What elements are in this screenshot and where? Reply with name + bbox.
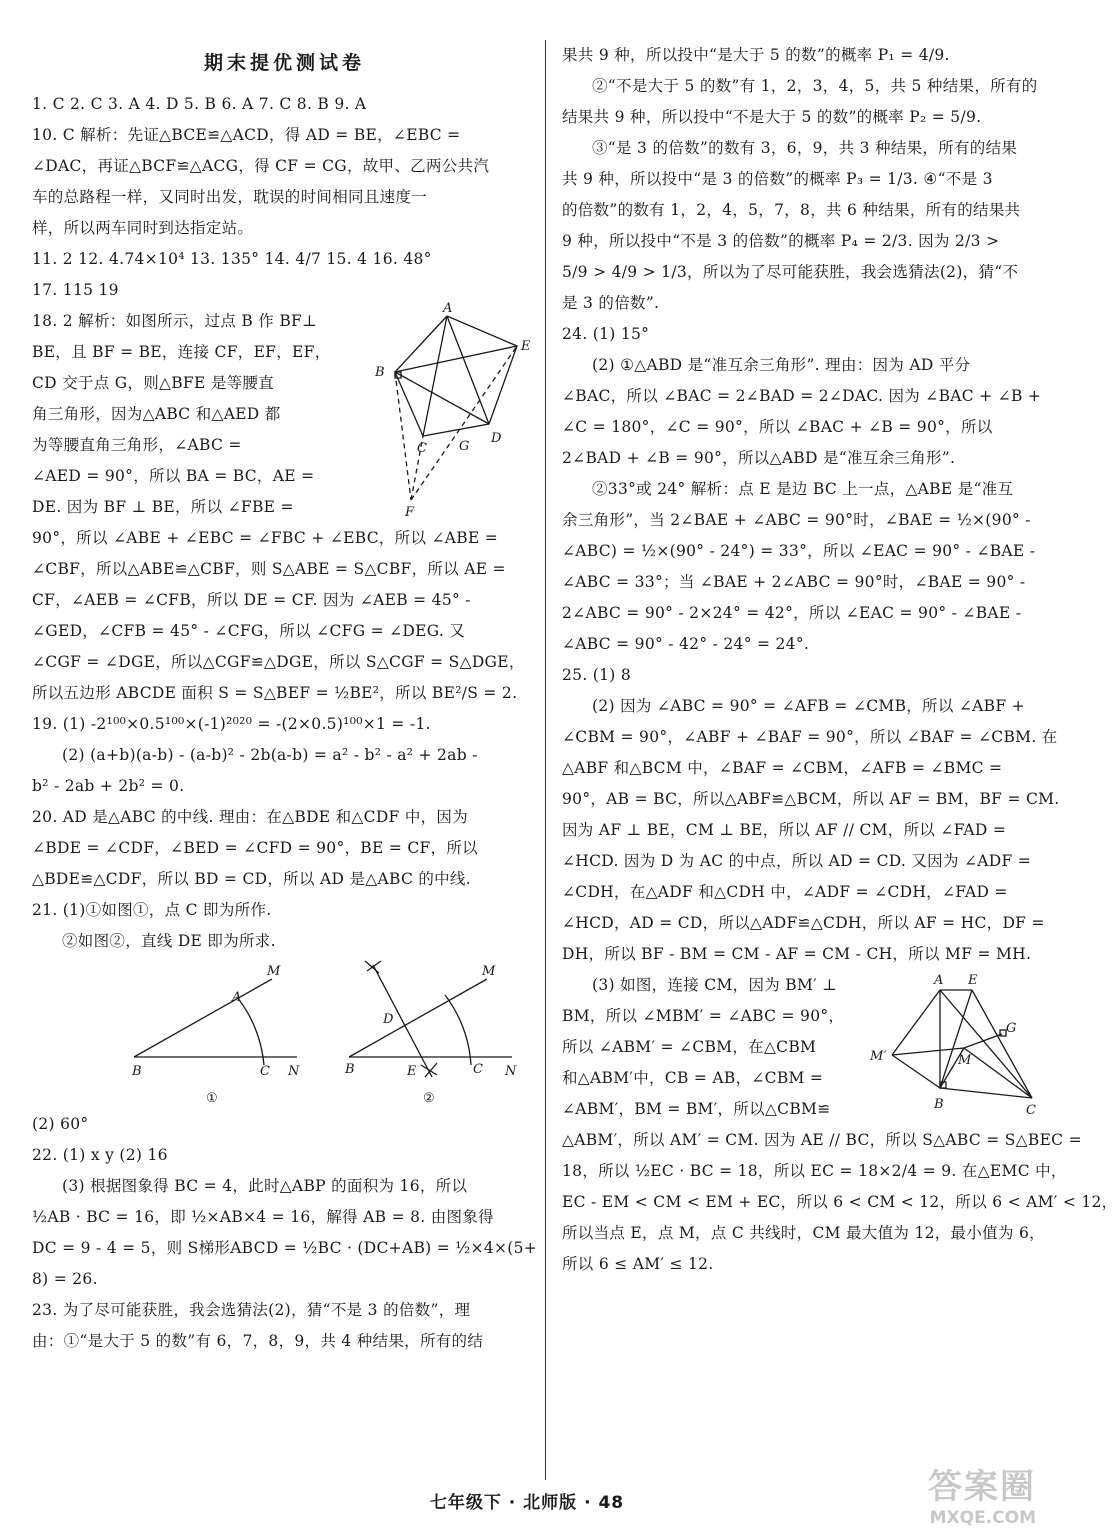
label-C: C <box>417 441 428 456</box>
answer-line: △ABM′，所以 AM′ = CM. 因为 AE // BC，所以 S△ABC = S△BEC = <box>562 1131 1082 1149</box>
answer-line: 余三角形”，当 2∠BAE + ∠ABC = 90°时，∠BAE = ½×(90° - <box>562 511 1031 529</box>
answer-line: 90°，所以 ∠ABE + ∠EBC = ∠FBC + ∠EBC，所以 ∠ABE = <box>32 529 499 547</box>
answer-line: 17. 115 19 <box>32 281 119 299</box>
answer-line: ½AB · BC = 16，即 ½×AB×4 = 16，解得 AB = 8. 由图象得 <box>32 1208 494 1226</box>
label-M: M <box>958 1053 972 1068</box>
figure-1-caption: ① <box>206 1091 218 1106</box>
label-D: D <box>491 431 502 446</box>
answer-line: 24. (1) 15° <box>562 325 650 343</box>
label-E: E <box>407 1064 417 1079</box>
answer-line: 1. C 2. C 3. A 4. D 5. B 6. A 7. C 8. B 9. A <box>32 95 367 113</box>
answer-line: 所以五边形 ABCDE 面积 S = S△BEF = ½BE²，所以 BE²/S = 2. <box>32 684 518 702</box>
figure-2 <box>337 957 537 1107</box>
answer-line: ∠CDH，在△ADF 和△CDH 中，∠ADF = ∠CDH，∠FAD = <box>562 883 1008 901</box>
label-C: C <box>1026 1103 1037 1118</box>
answer-line: ∠DAC，再证△BCF≌△ACG，得 CF = CG，故甲、乙两公共汽 <box>32 157 490 175</box>
answer-line: 2∠ABC = 90° - 2×24° = 42°，所以 ∠EAC = 90° - ∠BAE - <box>562 604 1022 622</box>
answer-line: △ABF 和△BCM 中，∠BAF = ∠CBM，∠AFB = ∠BMC = <box>562 759 1003 777</box>
watermark <box>928 1459 1036 1528</box>
answer-line: 9 种，所以投中“不是 3 的倍数”的概率 P₄ = 2/3. 因为 2/3 > <box>562 232 1000 250</box>
answer-line: ∠BDE = ∠CDF，∠BED = ∠CFD = 90°，BE = CF，所以 <box>32 839 478 857</box>
answer-line: 和△ABM′中，CB = AB，∠CBM = <box>562 1069 824 1087</box>
right-column <box>562 40 1117 1280</box>
label-M: M <box>267 964 281 979</box>
left-column <box>32 40 537 1357</box>
label-D: D <box>383 1012 394 1027</box>
answer-line: 23. 为了尽可能获胜，我会选猜法(2)，猜“不是 3 的倍数”，理 <box>32 1301 471 1319</box>
label-M-prime: M′ <box>870 1049 887 1064</box>
answer-line: 22. (1) x y (2) 16 <box>32 1146 168 1164</box>
label-A: A <box>232 990 242 1005</box>
answer-line: ∠CGF = ∠DGE，所以△CGF≌△DGE，所以 S△CGF = S△DGE， <box>32 653 525 671</box>
watermark-url: MXQE.COM <box>929 1508 1036 1528</box>
label-B: B <box>934 1097 944 1112</box>
answer-line: 因为 AF ⊥ BE，CM ⊥ BE，所以 AF // CM，所以 ∠FAD = <box>562 821 1007 839</box>
answer-line: 角三角形，因为△ABC 和△AED 都 <box>32 405 281 423</box>
label-E: E <box>968 973 978 988</box>
answer-line: ②“不是大于 5 的数”有 1，2，3，4，5，共 5 种结果，所有的 <box>592 77 1038 95</box>
answer-line: 18，所以 ½EC · BC = 18，所以 EC = 18×2/4 = 9. 在△EMC 中， <box>562 1162 1067 1180</box>
answer-line: ∠ABC = 90° - 42° - 24° = 24°. <box>562 635 810 653</box>
label-B: B <box>132 1064 142 1079</box>
figure-1 <box>122 957 322 1107</box>
label-B: B <box>345 1062 355 1077</box>
label-A: A <box>934 973 944 988</box>
page-title: 期末提优测试卷 <box>203 52 365 74</box>
label-C: C <box>260 1064 271 1079</box>
answer-line: 10. C 解析：先证△BCE≌△ACD，得 AD = BE，∠EBC = <box>32 126 461 144</box>
label-A: A <box>443 301 453 316</box>
answer-line: 2∠BAD + ∠B = 90°，所以△ABD 是“准互余三角形”. <box>562 449 956 467</box>
answer-line: (2) 因为 ∠ABC = 90° = ∠AFB = ∠CMB，所以 ∠ABF + <box>592 697 1025 715</box>
answer-line: EC - EM < CM < EM + EC，所以 6 < CM < 12，所以 6 < AM′ < 12， <box>562 1193 1117 1211</box>
answer-line: ②如图②，直线 DE 即为所求. <box>62 932 276 950</box>
answer-line: ∠ABC = 33°；当 ∠BAE + 2∠ABC = 90°时，∠BAE = 90° - <box>562 573 1026 591</box>
answer-line: (3) 根据图象得 BC = 4，此时△ABP 的面积为 16，所以 <box>62 1177 468 1195</box>
answer-line: (2) ①△ABD 是“准互余三角形”. 理由：因为 AD 平分 <box>592 356 971 374</box>
answer-line: 由：①“是大于 5 的数”有 6，7，8，9，共 4 种结果，所有的结 <box>32 1332 484 1350</box>
answer-line: CF，∠AEB = ∠CFB，所以 DE = CF. 因为 ∠AEB = 45° - <box>32 591 471 609</box>
answer-line: 为等腰直角三角形，∠ABC = <box>32 436 242 454</box>
answer-line: △BDE≌△CDF，所以 BD = CD，所以 AD 是△ABC 的中线. <box>32 870 471 888</box>
answer-line: 所以当点 E，点 M，点 C 共线时，CM 最大值为 12，最小值为 6， <box>562 1224 1045 1242</box>
label-G: G <box>459 439 470 454</box>
answer-line: 结果共 9 种，所以投中“不是大于 5 的数”的概率 P₂ = 5/9. <box>562 108 982 126</box>
answer-line: CD 交于点 G，则△BFE 是等腰直 <box>32 374 275 392</box>
answer-line: 车的总路程一样，又同时出发，耽误的时间相同且速度一 <box>32 188 428 206</box>
answer-line: ②33°或 24° 解析：点 E 是边 BC 上一点，△ABE 是“准互 <box>592 480 1014 498</box>
answer-line: 11. 2 12. 4.74×10⁴ 13. 135° 14. 4/7 15. 4 16. 48° <box>32 250 432 268</box>
answer-line: 19. (1) -2¹⁰⁰×0.5¹⁰⁰×(-1)²⁰²⁰ = -(2×0.5)¹⁰⁰×1 = -1. <box>32 715 431 733</box>
answer-line: BE，且 BF = BE，连接 CF，EF，EF， <box>32 343 331 361</box>
label-M: M <box>482 964 496 979</box>
answer-line: 果共 9 种，所以投中“是大于 5 的数”的概率 P₁ = 4/9. <box>562 46 950 64</box>
q21-figures <box>32 957 537 1109</box>
pentagon-figure <box>367 301 537 520</box>
answer-line: DC = 9 - 4 = 5，则 S梯形ABCD = ½BC · (DC+AB) = ½×4×(5+ <box>32 1239 538 1257</box>
answer-line: ∠BAC，所以 ∠BAC = 2∠BAD = 2∠DAC. 因为 ∠BAC + ∠B + <box>562 387 1042 405</box>
answer-line: 5/9 > 4/9 > 1/3，所以为了尽可能获胜，我会选猜法(2)，猜“不 <box>562 263 1019 281</box>
label-C: C <box>473 1062 484 1077</box>
column-divider <box>545 40 546 1480</box>
answer-line: 20. AD 是△ABC 的中线. 理由：在△BDE 和△CDF 中，因为 <box>32 808 469 826</box>
answer-line: ∠AED = 90°，所以 BA = BC，AE = <box>32 467 315 485</box>
q18-block <box>32 301 537 523</box>
answer-line: BM，所以 ∠MBM′ = ∠ABC = 90°， <box>562 1007 845 1025</box>
answer-line: 是 3 的倍数”. <box>562 294 660 312</box>
answer-line: (3) 如图，连接 CM，因为 BM′ ⊥ <box>592 976 838 994</box>
figure-2-caption: ② <box>423 1091 435 1106</box>
label-N: N <box>505 1064 517 1079</box>
answer-line: ∠HCD. 因为 D 为 AC 的中点，所以 AD = CD. 又因为 ∠ADF = <box>562 852 1032 870</box>
answer-line: ∠ABM′，BM = BM′，所以△CBM≌ <box>562 1100 831 1118</box>
answer-line: (2) 60° <box>32 1115 89 1133</box>
q25-block <box>562 970 1037 1125</box>
answer-line: 样，所以两车同时到达指定站。 <box>32 219 254 237</box>
answer-line: ∠HCD，AD = CD，所以△ADF≌△CDH，所以 AF = HC，DF = <box>562 914 1045 932</box>
answer-line: DH，所以 BF - BM = CM - AF = CM - CH，所以 MF = MH. <box>562 945 1032 963</box>
answer-line: 所以 6 ≤ AM′ ≤ 12. <box>562 1255 714 1273</box>
answer-line: 25. (1) 8 <box>562 666 632 684</box>
label-E: E <box>521 339 531 354</box>
answer-line: 90°，AB = BC，所以△ABF≌△BCM，所以 AF = BM，BF = CM. <box>562 790 1060 808</box>
answer-line: ③“是 3 的倍数”的数有 3，6，9，共 3 种结果，所有的结果 <box>592 139 1018 157</box>
answer-line: (2) (a+b)(a-b) - (a-b)² - 2b(a-b) = a² - b² - a² + 2ab - <box>62 746 478 764</box>
answer-line: 共 9 种，所以投中“是 3 的倍数”的概率 P₃ = 1/3. ④“不是 3 <box>562 170 993 188</box>
label-G: G <box>1006 1021 1017 1036</box>
answer-line: ∠CBF，所以△ABE≌△CBF，则 S△ABE = S△CBF，所以 AE = <box>32 560 506 578</box>
answer-line: 21. (1)①如图①，点 C 即为所作. <box>32 901 272 919</box>
q25-figure <box>862 970 1037 1120</box>
answer-line: b² - 2ab + 2b² = 0. <box>32 777 185 795</box>
answer-line: ∠GED，∠CFB = 45° - ∠CFG，所以 ∠CFG = ∠DEG. 又 <box>32 622 466 640</box>
answer-line: ∠ABC) = ½×(90° - 24°) = 33°，所以 ∠EAC = 90° - ∠BAE - <box>562 542 1036 560</box>
answer-line: DE. 因为 BF ⊥ BE，所以 ∠FBE = <box>32 498 294 516</box>
answer-line: 的倍数”的数有 1，2，4，5，7，8，共 6 种结果，所有的结果共 <box>562 201 1021 219</box>
answer-line: ∠C = 180°，∠C = 90°，所以 ∠BAC + ∠B = 90°，所以 <box>562 418 993 436</box>
label-F: F <box>405 505 415 520</box>
answer-line: 8) = 26. <box>32 1270 98 1288</box>
answer-line: ∠CBM = 90°，∠ABF + ∠BAF = 90°，所以 ∠BAF = ∠CBM. 在 <box>562 728 1058 746</box>
answer-line: 所以 ∠ABM′ = ∠CBM，在△CBM <box>562 1038 817 1056</box>
label-N: N <box>288 1064 300 1079</box>
page-footer: 七年级下 · 北师版 · 48 <box>429 1493 625 1513</box>
watermark-main: 答案圈 <box>928 1467 1036 1507</box>
label-B: B <box>375 365 385 380</box>
answer-line: 18. 2 解析：如图所示，过点 B 作 BF⊥ <box>32 312 317 330</box>
